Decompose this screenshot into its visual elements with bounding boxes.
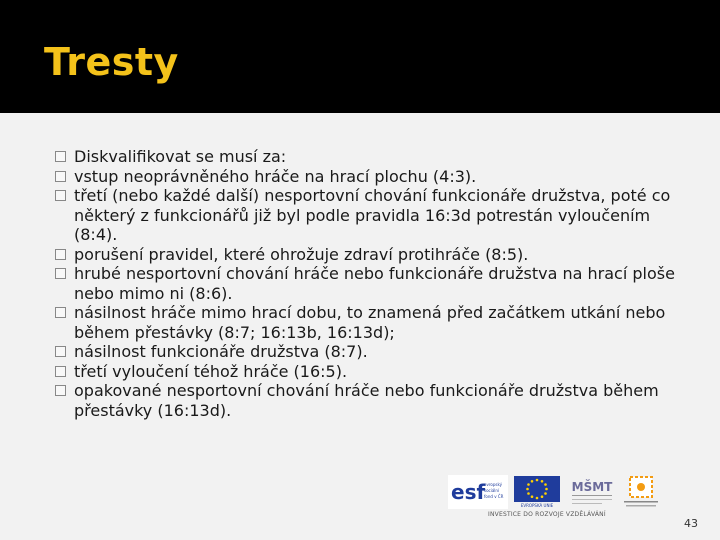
list-item [55, 245, 695, 265]
list-item [55, 362, 695, 382]
sponsor-logos [448, 475, 660, 521]
bullet-box-icon [55, 171, 66, 182]
svg-text:evropský: evropský [484, 482, 502, 487]
page-number: 43 [684, 517, 698, 530]
bullet-box-icon [55, 151, 66, 162]
bullet-text: vstup neoprávněného hráče na hrací plochu (4:3). [74, 166, 477, 186]
svg-text:esf: esf [451, 480, 486, 504]
eu-flag-icon [512, 475, 562, 509]
bullet-text: třetí (nebo každé další) nesportovní chování funkcionáře družstva, poté co některý z funkcionářů již byl podle pravidla 16:3d potrestán vyloučením (8:4). [74, 186, 671, 244]
bullet-box-icon [55, 190, 66, 201]
svg-text:EVROPSKÁ UNIE: EVROPSKÁ UNIE [520, 503, 554, 508]
esf-logo-icon [448, 475, 508, 509]
bullet-box-icon [55, 268, 66, 279]
bullet-text: násilnost funkcionáře družstva (8:7). [74, 342, 368, 361]
bullet-box-icon [55, 385, 66, 396]
list-item [55, 167, 695, 187]
bullet-text: třetí vyloučení téhož hráče (16:5). [74, 361, 348, 381]
bullet-box-icon [55, 249, 66, 260]
slide-content [0, 113, 720, 540]
bullet-text: hrubé nesportovní chování hráče nebo funkcionáře družstva na hrací ploše nebo mimo ni (8:6). [74, 264, 675, 303]
svg-text:sociální: sociální [484, 488, 500, 493]
bullet-text: porušení pravidel, které ohrožuje zdraví protihráče (8:5). [74, 244, 529, 264]
bullet-text: násilnost hráče mimo hrací dobu, to znamená před začátkem utkání nebo během přestávky (8:7; 16:13b, 16:13d); [74, 303, 666, 342]
msmt-logo-icon [568, 475, 616, 509]
slide-title: Tresty [44, 40, 179, 84]
investment-caption: INVESTICE DO ROZVOJE VZDĚLÁVÁNÍ [488, 511, 606, 518]
bullet-box-icon [55, 366, 66, 377]
bullet-box-icon [55, 346, 66, 357]
list-item [55, 381, 695, 420]
bullet-text: Diskvalifikovat se musí za: [74, 147, 287, 166]
slide-header [0, 0, 720, 113]
list-item [55, 186, 695, 245]
bullet-box-icon [55, 307, 66, 318]
list-item [55, 303, 695, 342]
svg-text:MŠMT: MŠMT [571, 480, 613, 494]
list-item [55, 264, 695, 303]
list-item [55, 342, 695, 362]
op-logo-icon [622, 475, 660, 509]
svg-text:fond v ČR: fond v ČR [484, 494, 504, 499]
bullet-text: opakované nesportovní chování hráče nebo funkcionáře družstva během přestávky (16:13d). [74, 381, 659, 420]
list-item [55, 147, 695, 167]
bullet-list [55, 147, 695, 420]
